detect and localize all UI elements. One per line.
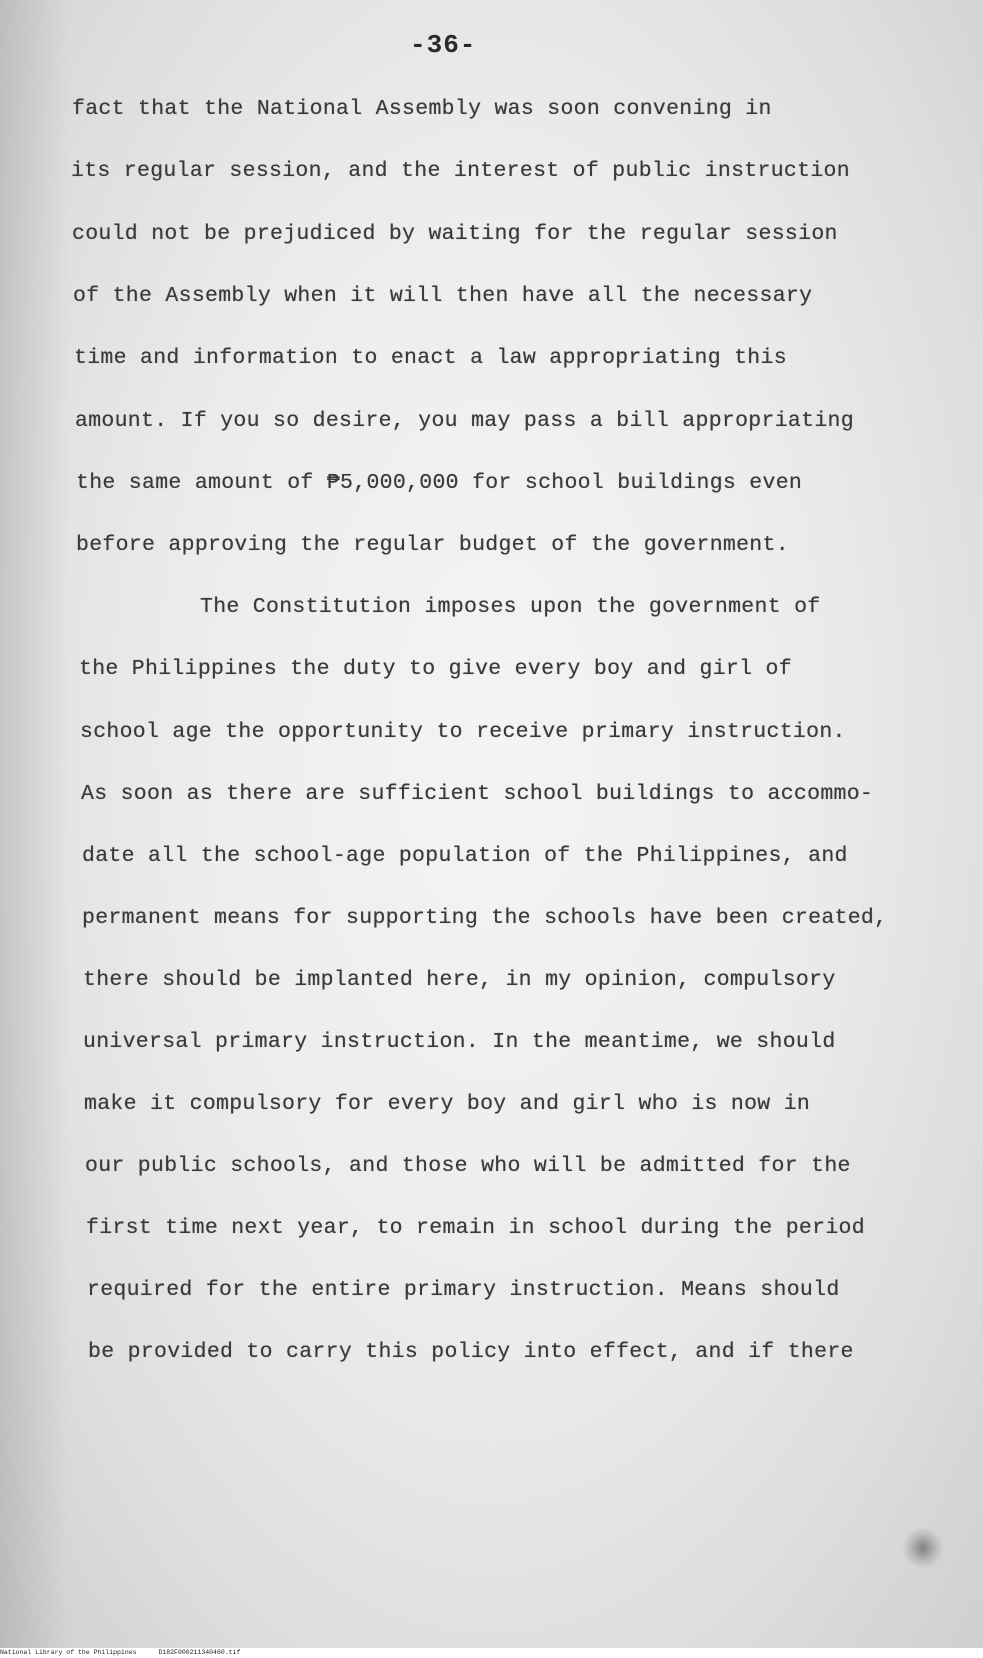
text-line: its regular session, and the interest of public instruction: [71, 159, 850, 183]
text-line: there should be implanted here, in my opinion, compulsory: [83, 968, 836, 992]
ink-smudge: [903, 1528, 943, 1568]
text-line: universal primary instruction. In the meantime, we should: [83, 1030, 836, 1054]
text-line: of the Assembly when it will then have all the necessary: [73, 284, 813, 308]
text-line: the same amount of ₱5,000,000 for school buildings even: [76, 471, 803, 495]
text-line: time and information to enact a law appropriating this: [74, 346, 787, 370]
text-line: first time next year, to remain in school during the period: [86, 1216, 865, 1240]
scan-footer: [0, 1648, 983, 1658]
page-edge-shadow: [0, 0, 70, 1648]
text-line: amount. If you so desire, you may pass a bill appropriating: [75, 409, 854, 433]
footer-library: National Library of the Philippines: [0, 1649, 137, 1656]
text-line: our public schools, and those who will be admitted for the: [85, 1154, 851, 1178]
text-line: date all the school-age population of the Philippines, and: [82, 844, 848, 868]
text-line: required for the entire primary instruction. Means should: [87, 1278, 840, 1302]
text-line: permanent means for supporting the schools have been created,: [82, 906, 888, 930]
page-number: -36-: [410, 30, 477, 60]
text-line: be provided to carry this policy into effect, and if there: [88, 1340, 854, 1364]
text-line: could not be prejudiced by waiting for the regular session: [72, 222, 838, 246]
text-line: the Philippines the duty to give every boy and girl of: [79, 657, 792, 681]
footer-file-id: D182F000211340460.tif: [158, 1649, 241, 1656]
text-line: fact that the National Assembly was soon convening in: [72, 97, 772, 121]
text-line: school age the opportunity to receive primary instruction.: [80, 720, 846, 744]
text-line: before approving the regular budget of the government.: [76, 533, 789, 557]
text-line: As soon as there are sufficient school buildings to accommo-: [81, 782, 874, 806]
paragraph-start-line: The Constitution imposes upon the government of: [200, 595, 821, 619]
text-line: make it compulsory for every boy and girl who is now in: [84, 1092, 811, 1116]
